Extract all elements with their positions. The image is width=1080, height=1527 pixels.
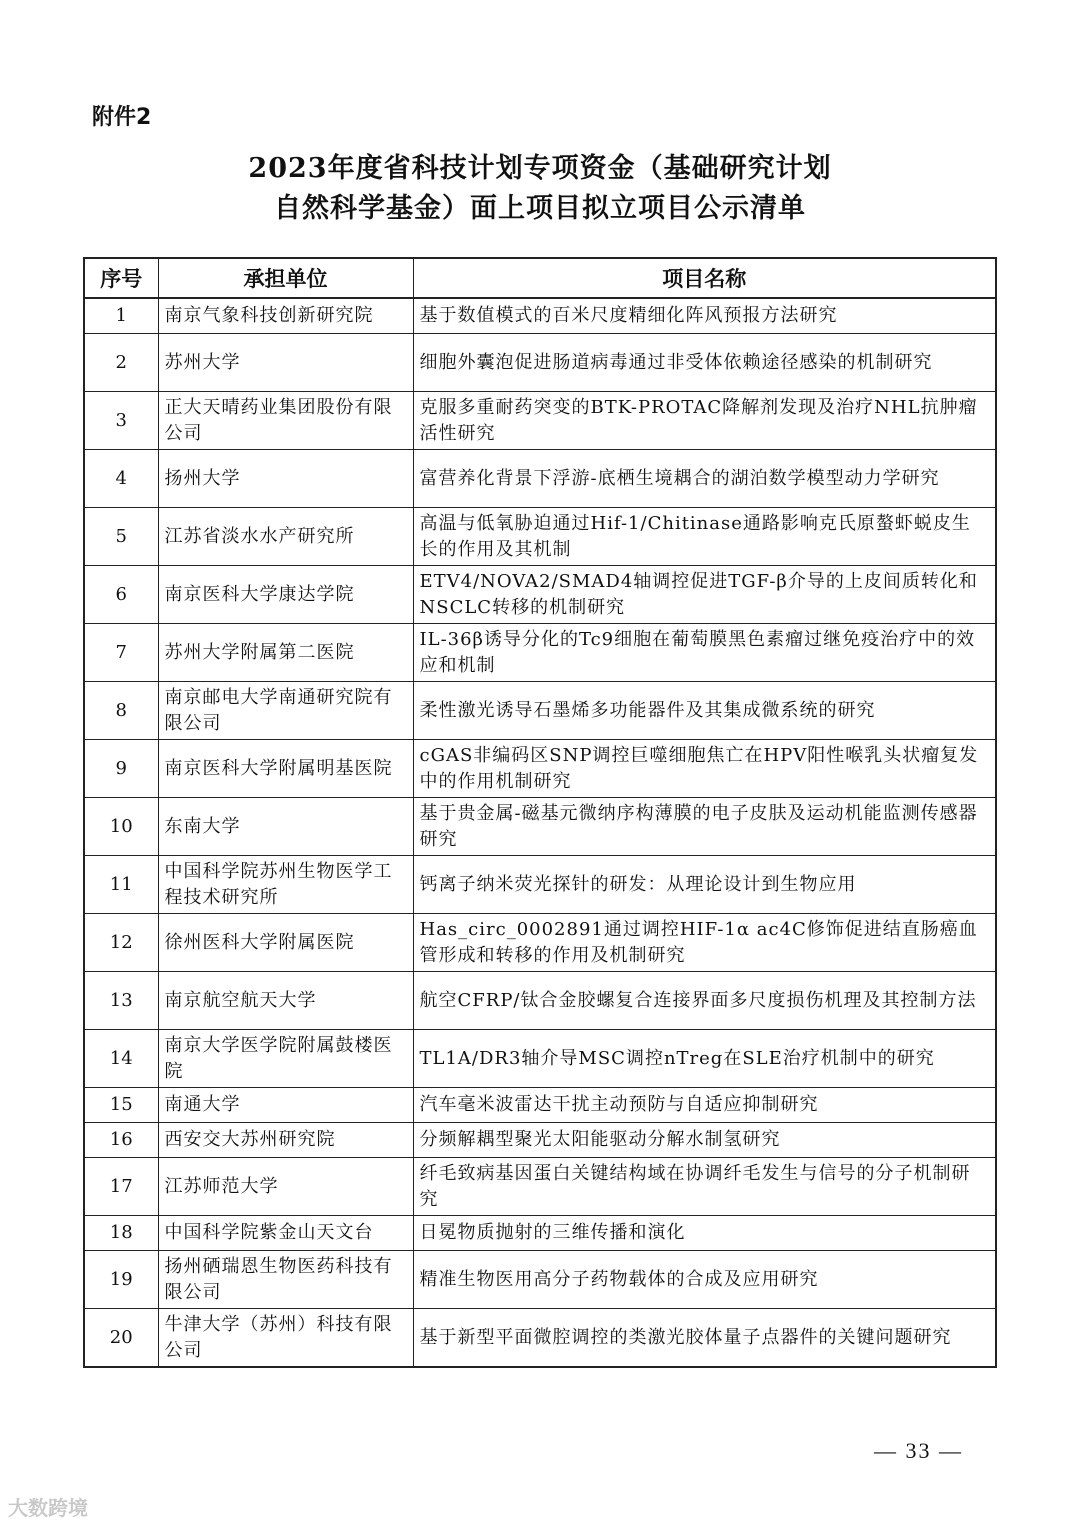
document-title-line-2: 自然科学基金）面上项目拟立项目公示清单 — [274, 193, 806, 224]
table-row — [84, 1030, 996, 1088]
table-header-row — [84, 258, 996, 298]
row-project: 基于贵金属-磁基元微纳序构薄膜的电子皮肤及运动机能监测传感器研究 — [413, 798, 996, 856]
row-project: 日冕物质抛射的三维传播和演化 — [413, 1216, 996, 1251]
row-unit: 苏州大学附属第二医院 — [158, 624, 413, 682]
table-row — [84, 1309, 996, 1368]
table-row — [84, 740, 996, 798]
row-index: 16 — [84, 1123, 158, 1158]
header-project: 项目名称 — [413, 258, 996, 298]
header-index: 序号 — [84, 258, 158, 298]
row-unit: 牛津大学（苏州）科技有限公司 — [158, 1309, 413, 1368]
row-project: Has_circ_0002891通过调控HIF-1α ac4C修饰促进结直肠癌血管形成和转移的作用及机制研究 — [413, 914, 996, 972]
row-index: 17 — [84, 1158, 158, 1216]
row-project: 纤毛致病基因蛋白关键结构域在协调纤毛发生与信号的分子机制研究 — [413, 1158, 996, 1216]
row-unit: 徐州医科大学附属医院 — [158, 914, 413, 972]
table-row — [84, 624, 996, 682]
table-row — [84, 1088, 996, 1123]
table-row — [84, 566, 996, 624]
row-project: 基于新型平面微腔调控的类激光胶体量子点器件的关键问题研究 — [413, 1309, 996, 1368]
row-index: 7 — [84, 624, 158, 682]
row-unit: 东南大学 — [158, 798, 413, 856]
row-unit: 南京医科大学附属明基医院 — [158, 740, 413, 798]
row-project: 基于数值模式的百米尺度精细化阵风预报方法研究 — [413, 298, 996, 334]
row-project: IL-36β诱导分化的Tc9细胞在葡萄膜黑色素瘤过继免疫治疗中的效应和机制 — [413, 624, 996, 682]
row-unit: 江苏省淡水水产研究所 — [158, 508, 413, 566]
table-row — [84, 856, 996, 914]
row-index: 14 — [84, 1030, 158, 1088]
row-unit: 南通大学 — [158, 1088, 413, 1123]
header-unit: 承担单位 — [158, 258, 413, 298]
table-row — [84, 334, 996, 392]
row-project: 航空CFRP/钛合金胶螺复合连接界面多尺度损伤机理及其控制方法 — [413, 972, 996, 1030]
annex-label: 附件2 — [92, 105, 152, 130]
row-index: 4 — [84, 450, 158, 508]
table-row — [84, 392, 996, 450]
row-unit: 江苏师范大学 — [158, 1158, 413, 1216]
row-unit: 苏州大学 — [158, 334, 413, 392]
row-project: 精准生物医用高分子药物载体的合成及应用研究 — [413, 1251, 996, 1309]
row-project: TL1A/DR3轴介导MSC调控nTreg在SLE治疗机制中的研究 — [413, 1030, 996, 1088]
table-row — [84, 1123, 996, 1158]
table-row — [84, 1251, 996, 1309]
row-unit: 南京气象科技创新研究院 — [158, 298, 413, 334]
row-index: 19 — [84, 1251, 158, 1309]
table-row — [84, 450, 996, 508]
row-project: 细胞外囊泡促进肠道病毒通过非受体依赖途径感染的机制研究 — [413, 334, 996, 392]
row-project: 柔性激光诱导石墨烯多功能器件及其集成微系统的研究 — [413, 682, 996, 740]
table-row — [84, 972, 996, 1030]
row-project: 汽车毫米波雷达干扰主动预防与自适应抑制研究 — [413, 1088, 996, 1123]
row-index: 6 — [84, 566, 158, 624]
row-index: 5 — [84, 508, 158, 566]
row-unit: 南京医科大学康达学院 — [158, 566, 413, 624]
row-index: 15 — [84, 1088, 158, 1123]
row-project: cGAS非编码区SNP调控巨噬细胞焦亡在HPV阳性喉乳头状瘤复发中的作用机制研究 — [413, 740, 996, 798]
row-unit: 中国科学院紫金山天文台 — [158, 1216, 413, 1251]
row-index: 12 — [84, 914, 158, 972]
row-project: ETV4/NOVA2/SMAD4轴调控促进TGF-β介导的上皮间质转化和NSCLC转移的机制研究 — [413, 566, 996, 624]
row-index: 20 — [84, 1309, 158, 1368]
row-index: 11 — [84, 856, 158, 914]
row-project: 高温与低氧胁迫通过Hif-1/Chitinase通路影响克氏原螯虾蜕皮生长的作用及其机制 — [413, 508, 996, 566]
row-index: 2 — [84, 334, 158, 392]
table-row — [84, 682, 996, 740]
row-unit: 南京航空航天大学 — [158, 972, 413, 1030]
table-row — [84, 298, 996, 334]
row-unit: 正大天晴药业集团股份有限公司 — [158, 392, 413, 450]
row-index: 1 — [84, 298, 158, 334]
project-list-table — [83, 257, 997, 1368]
row-project: 克服多重耐药突变的BTK-PROTAC降解剂发现及治疗NHL抗肿瘤活性研究 — [413, 392, 996, 450]
row-index: 18 — [84, 1216, 158, 1251]
row-index: 3 — [84, 392, 158, 450]
table-row — [84, 1158, 996, 1216]
row-unit: 中国科学院苏州生物医学工程技术研究所 — [158, 856, 413, 914]
row-project: 钙离子纳米荧光探针的研发：从理论设计到生物应用 — [413, 856, 996, 914]
page-number: — 33 — — [874, 1438, 963, 1463]
table-row — [84, 1216, 996, 1251]
row-unit: 扬州大学 — [158, 450, 413, 508]
table-row — [84, 798, 996, 856]
row-unit: 西安交大苏州研究院 — [158, 1123, 413, 1158]
row-index: 9 — [84, 740, 158, 798]
document-title-line-1: 2023年度省科技计划专项资金（基础研究计划 — [248, 153, 832, 184]
row-index: 10 — [84, 798, 158, 856]
row-project: 分频解耦型聚光太阳能驱动分解水制氢研究 — [413, 1123, 996, 1158]
row-unit: 南京邮电大学南通研究院有限公司 — [158, 682, 413, 740]
table-row — [84, 508, 996, 566]
row-unit: 南京大学医学院附属鼓楼医院 — [158, 1030, 413, 1088]
table-row — [84, 914, 996, 972]
watermark: 大数跨境 — [8, 1496, 88, 1520]
row-project: 富营养化背景下浮游-底栖生境耦合的湖泊数学模型动力学研究 — [413, 450, 996, 508]
row-index: 8 — [84, 682, 158, 740]
row-unit: 扬州硒瑞恩生物医药科技有限公司 — [158, 1251, 413, 1309]
row-index: 13 — [84, 972, 158, 1030]
